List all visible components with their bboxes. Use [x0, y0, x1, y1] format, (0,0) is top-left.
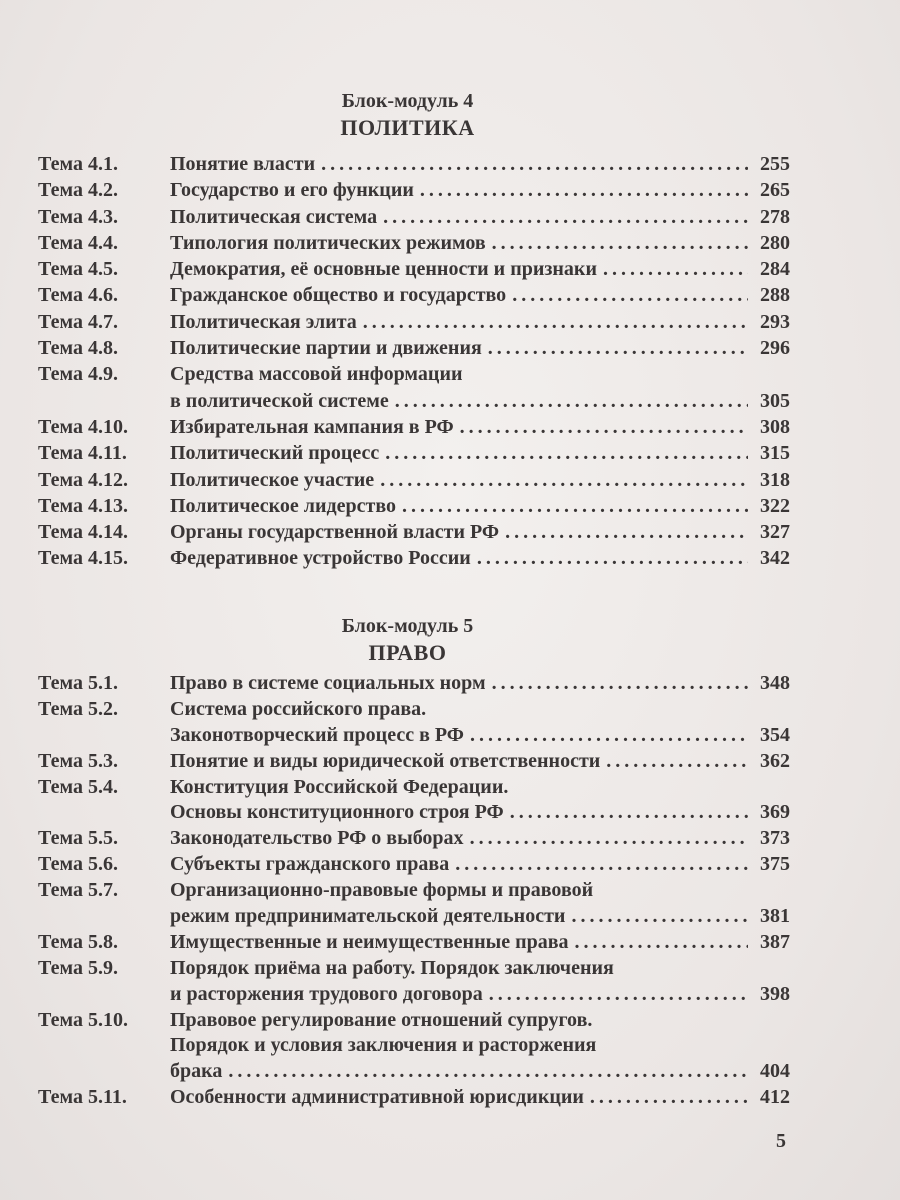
topic-title: Политическая элита	[170, 310, 357, 333]
dot-leader	[489, 983, 748, 1006]
toc-entry	[38, 879, 790, 931]
topic-number: Тема 4.14.	[38, 521, 128, 544]
page-ref: 404	[760, 1060, 790, 1083]
toc-entry	[38, 232, 790, 258]
topic-number: Тема 5.11.	[38, 1086, 127, 1109]
dot-leader	[603, 258, 748, 281]
toc-entry	[38, 1009, 790, 1087]
toc-entry	[38, 442, 790, 468]
dot-leader	[512, 284, 748, 307]
topic-number: Тема 4.7.	[38, 310, 118, 333]
toc-entry	[38, 495, 790, 521]
dot-leader	[470, 724, 748, 747]
toc-entry	[38, 827, 790, 853]
toc-line	[38, 469, 790, 495]
page-ref: 315	[760, 442, 790, 465]
toc-line	[38, 206, 790, 232]
page-ref: 322	[760, 494, 790, 517]
topic-number: Тема 5.6.	[38, 853, 118, 876]
toc-entry	[38, 931, 790, 957]
toc-line	[38, 879, 790, 905]
dot-leader	[228, 1060, 748, 1083]
dot-leader	[321, 153, 748, 176]
topic-title: Политический процесс	[170, 442, 380, 465]
topic-number: Тема 4.12.	[38, 468, 128, 491]
toc-line	[38, 547, 790, 573]
page-ref: 398	[760, 982, 790, 1005]
topic-title: Порядок и условия заключения и расторжения	[170, 1034, 597, 1057]
toc-line	[38, 750, 790, 776]
toc-line	[38, 724, 790, 750]
dot-leader	[383, 206, 748, 229]
topic-title: Избирательная кампания в РФ	[170, 415, 454, 438]
page-ref: 284	[760, 258, 790, 281]
topic-title: Право в системе социальных норм	[170, 672, 486, 694]
toc-line	[38, 390, 790, 416]
topic-number: Тема 4.8.	[38, 337, 118, 360]
toc-line	[38, 232, 790, 258]
toc-line	[38, 1009, 790, 1035]
page-ref: 255	[760, 153, 790, 175]
topic-title: Демократия, её основные ценности и признаки	[170, 258, 597, 281]
dot-leader	[492, 232, 748, 255]
page-ref: 373	[760, 827, 790, 850]
toc-entry	[38, 672, 790, 698]
page-ref: 412	[760, 1086, 790, 1109]
topic-number: Тема 4.9.	[38, 363, 118, 386]
toc-entry	[38, 416, 790, 442]
module-4-subtitle: Блок-модуль 4	[341, 90, 474, 112]
toc-entry	[38, 206, 790, 232]
toc-entry	[38, 337, 790, 363]
dot-leader	[492, 672, 748, 695]
topic-number: Тема 5.3.	[38, 749, 118, 772]
page-ref: 278	[760, 205, 790, 228]
topic-number: Тема 4.6.	[38, 284, 118, 307]
page-ref: 354	[760, 723, 790, 746]
page-ref: 308	[760, 415, 790, 438]
toc-entry	[38, 750, 790, 776]
dot-leader	[505, 521, 748, 544]
topic-title: Политические партии и движения	[170, 337, 482, 360]
toc-entry	[38, 284, 790, 310]
topic-number: Тема 5.5.	[38, 827, 118, 850]
topic-title: Понятие власти	[170, 153, 316, 175]
topic-title: Особенности административной юрисдикции	[170, 1086, 584, 1109]
page-ref: 288	[760, 284, 790, 307]
toc-line	[38, 905, 790, 931]
toc-line	[38, 311, 790, 337]
toc-line	[38, 698, 790, 724]
page-ref: 369	[760, 801, 790, 824]
topic-title: Политическая система	[170, 205, 378, 228]
topic-title: Органы государственной власти РФ	[170, 521, 500, 544]
topic-number: Тема 4.15.	[38, 547, 128, 570]
dot-leader	[590, 1086, 748, 1109]
topic-number: Тема 5.1.	[38, 672, 118, 694]
toc-entry	[38, 547, 790, 573]
dot-leader	[510, 801, 748, 824]
topic-number: Тема 4.5.	[38, 258, 118, 281]
toc-entry	[38, 258, 790, 284]
toc-line	[38, 1060, 790, 1086]
page-ref: 293	[760, 310, 790, 333]
topic-number: Тема 4.10.	[38, 415, 128, 438]
toc-line	[38, 363, 790, 389]
page-ref: 342	[760, 547, 790, 570]
toc-line	[38, 153, 790, 179]
toc-line	[38, 495, 790, 521]
topic-number: Тема 5.9.	[38, 956, 118, 979]
page-number: 5	[776, 1130, 786, 1152]
topic-number: Тема 4.13.	[38, 494, 128, 517]
toc-entry	[38, 853, 790, 879]
topic-number: Тема 4.2.	[38, 179, 118, 202]
page-ref: 362	[760, 749, 790, 772]
topic-number: Тема 4.1.	[38, 153, 118, 175]
topic-title: Федеративное устройство России	[170, 547, 471, 570]
topic-title: Система российского права.	[170, 697, 427, 720]
topic-title: Политическое лидерство	[170, 494, 397, 517]
dot-leader	[385, 442, 748, 465]
topic-title: в политической системе	[170, 389, 389, 412]
dot-leader	[488, 337, 748, 360]
toc-entry	[38, 957, 790, 1009]
toc-line	[38, 1034, 790, 1060]
page-ref: 305	[760, 389, 790, 412]
topic-title: Типология политических режимов	[170, 231, 486, 254]
topic-number: Тема 4.3.	[38, 205, 118, 228]
topic-title: режим предпринимательской деятельности	[170, 905, 566, 928]
toc-entry	[38, 311, 790, 337]
topic-title: и расторжения трудового договора	[170, 982, 483, 1005]
module-4-title: ПОЛИТИКА	[340, 115, 475, 140]
topic-number: Тема 5.7.	[38, 879, 118, 902]
page-ref: 318	[760, 468, 790, 491]
page-ref: 265	[760, 179, 790, 202]
topic-number: Тема 5.2.	[38, 697, 118, 720]
toc-line	[38, 853, 790, 879]
toc-entry	[38, 153, 790, 179]
topic-number: Тема 5.8.	[38, 930, 118, 953]
dot-leader	[402, 495, 748, 518]
topic-title: Государство и его функции	[170, 179, 414, 202]
dot-leader	[455, 853, 748, 876]
dot-leader	[575, 931, 748, 954]
topic-title: Политическое участие	[170, 468, 375, 491]
toc-line	[38, 931, 790, 957]
toc-line	[38, 179, 790, 205]
toc-entry	[38, 179, 790, 205]
toc-line	[38, 801, 790, 827]
toc-line	[38, 258, 790, 284]
page-ref: 348	[760, 672, 790, 694]
dot-leader	[606, 750, 748, 773]
toc-line	[38, 957, 790, 983]
dot-leader	[395, 390, 748, 413]
topic-number: Тема 5.4.	[38, 775, 118, 798]
topic-title: Гражданское общество и государство	[170, 284, 507, 307]
topic-title: Средства массовой информации	[170, 363, 463, 386]
toc-line	[38, 416, 790, 442]
page-ref: 327	[760, 521, 790, 544]
toc-entry	[38, 363, 790, 416]
topic-title: Основы конституционного строя РФ	[170, 801, 504, 824]
dot-leader	[571, 905, 748, 928]
topic-number: Тема 4.4.	[38, 231, 118, 254]
module-4-toc	[38, 153, 790, 574]
dot-leader	[363, 311, 748, 334]
toc-line	[38, 442, 790, 468]
topic-title: Имущественные и неимущественные права	[170, 930, 569, 953]
toc-line	[38, 521, 790, 547]
topic-number: Тема 4.11.	[38, 442, 127, 465]
page-ref: 375	[760, 853, 790, 876]
dot-leader	[477, 547, 748, 570]
toc-line	[38, 827, 790, 853]
toc-entry	[38, 776, 790, 828]
toc-line	[38, 284, 790, 310]
dot-leader	[460, 416, 748, 439]
toc-line	[38, 672, 790, 698]
page-ref: 381	[760, 905, 790, 928]
toc-line	[38, 337, 790, 363]
toc-line	[38, 776, 790, 802]
topic-number: Тема 5.10.	[38, 1008, 128, 1031]
dot-leader	[420, 179, 748, 202]
toc-entry	[38, 1086, 790, 1112]
page-ref: 387	[760, 930, 790, 953]
topic-title: Понятие и виды юридической ответственности	[170, 749, 601, 772]
module-5-title: ПРАВО	[368, 640, 447, 665]
topic-title: брака	[170, 1060, 223, 1083]
toc-line	[38, 983, 790, 1009]
topic-title: Законотворческий процесс в РФ	[170, 723, 464, 746]
module-5-subtitle: Блок-модуль 5	[341, 615, 474, 637]
dot-leader	[470, 827, 748, 850]
topic-title: Порядок приёма на работу. Порядок заключения	[170, 956, 614, 979]
topic-title: Правовое регулирование отношений супругов.	[170, 1008, 593, 1031]
module-5-toc	[38, 672, 790, 1112]
page-ref: 280	[760, 231, 790, 254]
dot-leader	[380, 469, 748, 492]
topic-title: Субъекты гражданского права	[170, 853, 450, 876]
page-ref: 296	[760, 337, 790, 360]
toc-entry	[38, 521, 790, 547]
toc-entry	[38, 469, 790, 495]
topic-title: Организационно-правовые формы и правовой	[170, 879, 594, 902]
topic-title: Конституция Российской Федерации.	[170, 775, 509, 798]
topic-title: Законодательство РФ о выборах	[170, 827, 464, 850]
toc-entry	[38, 698, 790, 750]
toc-line	[38, 1086, 790, 1112]
